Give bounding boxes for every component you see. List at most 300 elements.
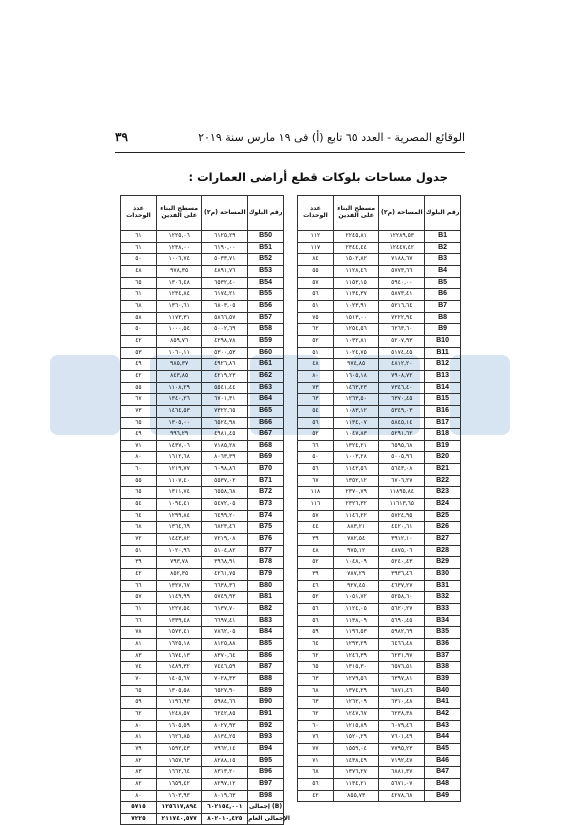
cell-building-area: ١٢٥٤,٥٦ [333,324,379,336]
cell-area: ٥٦٢٠,٢٧ [379,604,425,616]
table-row [298,324,461,336]
cell-building-area: ٧٩٣,٧٨ [156,557,202,569]
table-row [121,231,284,243]
cell-building-area: ١٣٤٠,٢٦ [156,394,202,406]
cell-area: ٥٨٧٣,٤١ [379,289,425,301]
cell-building-area: ١٢٣٤,٨٤ [156,289,202,301]
cell-area: ٥٣٤٩,٠٣ [379,405,425,417]
cell-block: B60 [248,347,284,359]
cell-units: ٥٠ [298,452,334,464]
cell-units: ٧١ [298,755,334,767]
cell-area: ٨١٢٥,٨٨ [202,638,248,650]
cell-block: B62 [248,370,284,382]
cell-block: B92 [248,720,284,732]
cell-area: ٧١٩٢,٤٧ [379,755,425,767]
cell-units: ٨٠ [121,720,157,732]
header-divider [115,152,465,153]
cell-building-area: ٩٧٥,١٢ [333,545,379,557]
cell-area: ٦٥٢٤,٩٨ [202,417,248,429]
cell-area: ٦٥٢٧,٩٠ [202,685,248,697]
cell-area: ٥٠٣٣,٧١ [202,254,248,266]
cell-block: B12 [425,359,461,371]
cell-building-area: ٧٨٢,٥٤ [333,534,379,546]
cell-building-area: ١١٤٦,٢٢ [333,510,379,522]
cell-block: B73 [248,499,284,511]
cell-block: B88 [248,673,284,685]
cell-area: ٦٢٣١,٩٧ [379,650,425,662]
table-row [298,382,461,394]
cell-units: ٥٥ [121,475,157,487]
cell-building-area: ٢٣٧٠,٧٩ [333,487,379,499]
cell-units: ٥١ [298,300,334,312]
cell-area: ٧٩٠٨,٧٢ [379,370,425,382]
cell-block: B14 [425,382,461,394]
table-row [121,277,284,289]
cell-units: ٤٨ [298,545,334,557]
cell-area: ٨٢٩٧,١٢ [202,778,248,790]
cell-area: ٦٢٤٢,٨٥ [202,708,248,720]
cell-area: ٧٣٤٦,٤٠ [379,382,425,394]
cell-area: ٦٠٩٨,٨٦ [202,464,248,476]
cell-building-area: ١٦٠٥,٥٩ [156,720,202,732]
table-body [298,231,461,802]
cell-building-area: ١٤٤٣,٨٢ [156,534,202,546]
col-header-building-area: مسطح البناء على الفدين [333,196,379,231]
grand-total-units: ٧٢٢٥ [121,813,157,825]
cell-block: B64 [248,394,284,406]
cell-building-area: ١٠٢٤,٧٥ [333,347,379,359]
cell-units: ٦٣ [298,394,334,406]
cell-units: ٥٥ [121,382,157,394]
cell-units: ٦٥ [298,662,334,674]
table-row [298,359,461,371]
cell-building-area: ١٥٥٩,٠٤ [333,743,379,755]
table-row [121,592,284,604]
cell-units: ٦٣ [298,697,334,709]
cell-block: B26 [425,522,461,534]
table-row [121,359,284,371]
cell-building-area: ١٢٩٩,٨٤ [156,510,202,522]
cell-units: ٦٨ [298,767,334,779]
cell-block: B63 [248,382,284,394]
table-row [298,370,461,382]
cell-building-area: ١١٥٣,١٥ [333,277,379,289]
cell-units: ٦٨ [121,522,157,534]
cell-building-area: ١٢٦٢,٠٩ [333,697,379,709]
cell-block: B44 [425,732,461,744]
cell-units: ٥٩ [121,697,157,709]
cell-block: B16 [425,405,461,417]
table-row [298,464,461,476]
cell-block: B81 [248,592,284,604]
cell-units: ٧٣ [121,405,157,417]
table-row [298,440,461,452]
cell-block: B68 [248,440,284,452]
cell-units: ٤٦ [298,580,334,592]
table-row [121,289,284,301]
cell-building-area: ١٣٠٥,٠٠ [156,417,202,429]
cell-area: ٦١٩٠,٠٠ [202,242,248,254]
cell-building-area: ١٢٢٥,٠٦ [156,231,202,243]
cell-units: ٤٢ [121,569,157,581]
table-row [298,289,461,301]
cell-units: ٥٦ [298,289,334,301]
cell-area: ٦٥٧٦,٥١ [379,662,425,674]
cell-area: ٥٢٠٧,٩٣ [379,335,425,347]
table-row [298,487,461,499]
table-row [298,300,461,312]
cell-block: B50 [248,231,284,243]
table-row [121,487,284,499]
cell-units: ٥٢ [298,592,334,604]
cell-block: B54 [248,277,284,289]
table-row [121,300,284,312]
cell-units: ٨٠ [298,370,334,382]
cell-units: ٥٦ [298,417,334,429]
cell-building-area: ١٦٠٥,١٨ [333,370,379,382]
cell-block: B79 [248,569,284,581]
cell-block: B8 [425,312,461,324]
cell-area: ٦٣٩٧,٨١ [379,673,425,685]
cell-block: B1 [425,231,461,243]
cell-units: ٨٠ [121,790,157,802]
cell-block: B29 [425,557,461,569]
cell-units: ٦٧ [121,394,157,406]
col-header-area: المساحة (م٢) [379,196,425,231]
cell-building-area: ٨٥٥,٧٣ [333,790,379,802]
cell-block: B70 [248,464,284,476]
cell-units: ٥٦ [298,778,334,790]
cell-area: ٨٢٨٨,١٥ [202,755,248,767]
cell-building-area: ١٦١٢,٦٨ [156,452,202,464]
cell-block: B38 [425,662,461,674]
cell-area: ٨١٣٤,٢٥ [202,732,248,744]
cell-building-area: ٩٨٥,٣٧ [156,359,202,371]
cell-area: ٧١٨٨,٦٧ [379,254,425,266]
table-row [298,405,461,417]
cell-building-area: ١٠٢٠,٩٦ [156,545,202,557]
cell-units: ٦٨ [298,685,334,697]
cell-area: ٥٢٩١,٦٢ [379,429,425,441]
cell-block: B17 [425,417,461,429]
cell-block: B39 [425,673,461,685]
cell-units: ٦٢ [298,650,334,662]
cell-building-area: ١١٣٨,٠٩ [333,615,379,627]
cell-area: ٦٧٠١,٣١ [202,394,248,406]
cell-building-area: ٧٨٧,٢٩ [333,569,379,581]
cell-units: ٥٧ [298,510,334,522]
cell-building-area: ١٣٣٩,٤٨ [156,615,202,627]
cell-area: ٥٦٤٣,٠٨ [379,464,425,476]
cell-units: ٦٦ [121,615,157,627]
cell-units: ٦٢ [121,708,157,720]
cell-building-area: ١٢١٥,٨٩ [333,720,379,732]
cell-area: ٤٤٢٠,٦١ [379,522,425,534]
cell-block: B3 [425,254,461,266]
table-row [298,662,461,674]
cell-area: ٤٢٧٨,٦٨ [379,790,425,802]
cell-block: B46 [425,755,461,767]
cell-area: ٦٨٠٣,٠٥ [202,300,248,312]
cell-units: ٧٧ [298,743,334,755]
cell-block: B47 [425,767,461,779]
cell-area: ٦٦٣٨,٣٦ [202,580,248,592]
cell-building-area: ١٠٣٢,٨١ [333,335,379,347]
table-row [121,464,284,476]
cell-block: B82 [248,604,284,616]
cell-building-area: ١٠٠٣,٢٨ [333,452,379,464]
cell-area: ٧٠٢٨,٣٣ [202,673,248,685]
table-row [298,592,461,604]
table-row [298,534,461,546]
cell-block: B71 [248,475,284,487]
cell-units: ٨٢ [121,778,157,790]
cell-building-area: ١٣٧٤,٢٩ [333,685,379,697]
cell-block: B31 [425,580,461,592]
total-building-area: ١٢٥٦١٧,٨٩٤ [156,802,202,814]
table-row [121,697,284,709]
cell-area: ٥٩٨٤,٦٦ [202,697,248,709]
cell-units: ٥٤ [298,405,334,417]
cell-area: ٦٦٩٧,٤١ [202,615,248,627]
cell-building-area: ١١٧٣,٣١ [156,312,202,324]
cell-units: ٤٢ [121,370,157,382]
cell-units: ٧٩ [121,743,157,755]
cell-building-area: ١٤٨٩,٣٢ [156,662,202,674]
cell-area: ٤٩٨١,٤٥ [202,429,248,441]
cell-area: ٥٨٤٥,١٤ [379,417,425,429]
cell-units: ٧٢ [121,534,157,546]
cell-area: ٦٥٩٥,٦٨ [379,440,425,452]
cell-units: ١١٢ [298,231,334,243]
cell-building-area: ١١٩٦,٥٣ [333,627,379,639]
cell-block: B34 [425,615,461,627]
cell-area: ٥٩٨٢,٦٩ [379,627,425,639]
cell-block: B48 [425,778,461,790]
cell-building-area: ١٦٧٤,١٣ [156,650,202,662]
cell-area: ٨٣٧٠,٦٤ [202,650,248,662]
cell-units: ٤٢ [298,790,334,802]
page-number: ٣٩ [115,130,128,144]
cell-units: ١١٨ [298,487,334,499]
cell-block: B36 [425,638,461,650]
table-row [298,767,461,779]
cell-building-area: ١٠٤٧,٨٣ [333,429,379,441]
table-row [121,394,284,406]
cell-area: ٥٦٧١,٠٧ [379,778,425,790]
cell-block: B84 [248,627,284,639]
cell-area: ٥٤٧٢,٠٥ [202,499,248,511]
table-row [298,708,461,720]
cell-building-area: ١٤٦٤,٥٣ [156,405,202,417]
cell-block: B2 [425,242,461,254]
cell-units: ٣٩ [298,569,334,581]
cell-building-area: ١٣٠٥,٥٨ [156,685,202,697]
cell-area: ٦١٣٧,٧٠ [202,604,248,616]
table-row [121,417,284,429]
cell-building-area: ٩٧٤,٨٥ [333,359,379,371]
table-row [298,673,461,685]
table-row [121,615,284,627]
cell-block: B25 [425,510,461,522]
table-row [298,627,461,639]
cell-block: B86 [248,650,284,662]
cell-block: B32 [425,592,461,604]
cell-units: ٨١ [121,638,157,650]
cell-block: B7 [425,300,461,312]
table-row [298,732,461,744]
table-row [121,265,284,277]
cell-building-area: ١٢٢٧,٥٤ [156,604,202,616]
col-header-units: عدد الوحدات [121,196,157,231]
cell-area: ٥٣٠٠,٥٣ [202,347,248,359]
table-row [121,475,284,487]
col-header-block: رقم البلوك [248,196,284,231]
cell-building-area: ٨٤٣,٨٥ [156,370,202,382]
cell-block: B98 [248,790,284,802]
cell-block: B58 [248,324,284,336]
cell-building-area: ١٠٩٤,٤١ [156,499,202,511]
cell-building-area: ١٢٧٩,٥٦ [333,673,379,685]
cell-building-area: ١٦٢٥,١٨ [156,638,202,650]
cell-area: ٧٦٠١,٤٩ [379,732,425,744]
col-header-area: المساحة (م٢) [202,196,248,231]
cell-block: B41 [425,697,461,709]
cell-block: B85 [248,638,284,650]
cell-area: ٧٤٤٦,٥٩ [202,662,248,674]
cell-block: B42 [425,708,461,720]
cell-area: ٥٠٠٥,٩٦ [379,452,425,464]
cell-building-area: ١٣٠٦,٤٨ [156,277,202,289]
cell-area: ٥٢٤٠,٤٣ [379,557,425,569]
cell-building-area: ٢٣٢٦,٣٢ [333,499,379,511]
cell-area: ٦٢٣٨,٣٨ [379,708,425,720]
table-row [121,685,284,697]
cell-area: ١٢٢٨٩,٥٣ [379,231,425,243]
table-row [298,638,461,650]
cell-area: ٥٥٣٧,٠٢ [202,475,248,487]
table-row [121,650,284,662]
cell-units: ٨٣ [121,767,157,779]
cell-building-area: ١٢٦٣,٥٠ [333,394,379,406]
table-row [298,429,461,441]
cell-area: ٥٦٩٠,٤٥ [379,615,425,627]
cell-area: ٣٩٦٨,٩١ [202,557,248,569]
table-row [121,510,284,522]
cell-building-area: ١٦٠٣,٩٣ [156,790,202,802]
cell-building-area: ٩٢٧,٤٥ [333,580,379,592]
table-row [298,650,461,662]
cell-block: B77 [248,545,284,557]
cell-building-area: ١٣١٥,٣٠ [333,662,379,674]
cell-units: ٦٤ [121,510,157,522]
cell-area: ٤٦٣٧,٢٧ [379,580,425,592]
cell-area: ٦٨٨١,٣٧ [379,767,425,779]
cell-building-area: ١٦٢٦,٨٥ [156,732,202,744]
cell-building-area: ١٣٦٠,٦١ [156,300,202,312]
cell-block: B80 [248,580,284,592]
cell-area: ٦٣٧٠,٤٥ [379,394,425,406]
table-row [298,277,461,289]
cell-units: ٦١ [121,242,157,254]
cell-building-area: ١١٣٤,٣٧ [333,289,379,301]
cell-block: B4 [425,265,461,277]
cell-building-area: ١١٤٣,٥٦ [333,464,379,476]
cell-building-area: ١٥٧٢,٤١ [156,627,202,639]
table-row [121,638,284,650]
cell-block: B91 [248,708,284,720]
cell-units: ٤٨ [121,265,157,277]
table-row [298,545,461,557]
cell-units: ٧٦ [298,732,334,744]
table-row [121,755,284,767]
cell-block: B69 [248,452,284,464]
table-row [298,778,461,790]
cell-building-area: ١٠٨٣,١٢ [333,405,379,417]
cell-area: ٤٨٩١,٧٦ [202,265,248,277]
cell-block: B56 [248,300,284,312]
cell-area: ٨٠٦٣,٣٩ [202,452,248,464]
cell-block: B78 [248,557,284,569]
table-row [298,499,461,511]
table-row [121,347,284,359]
cell-units: ٦٥ [121,685,157,697]
cell-block: B57 [248,312,284,324]
cell-block: B74 [248,510,284,522]
cell-block: B96 [248,767,284,779]
cell-block: B65 [248,405,284,417]
cell-units: ٥٦ [298,604,334,616]
table-row [121,790,284,802]
cell-block: B49 [425,790,461,802]
cell-area: ٤٢٩٨,٧٨ [202,335,248,347]
cell-units: ٥٥ [298,265,334,277]
cell-area: ٦١٧٤,٢١ [202,289,248,301]
table-header-row [298,196,461,231]
cell-block: B87 [248,662,284,674]
cell-units: ٥٧ [298,277,334,289]
cell-block: B20 [425,452,461,464]
cell-area: ٥١٧٤,٤٥ [379,347,425,359]
grand-total-row [121,813,284,825]
cell-area: ٥١٠٤,٨٢ [202,545,248,557]
page-header [115,127,465,147]
cell-area: ٤٢٦١,٧٥ [202,569,248,581]
cell-block: B21 [425,464,461,476]
cell-units: ٦٦ [298,440,334,452]
cell-units: ٥٠ [121,254,157,266]
cell-block: B66 [248,417,284,429]
cell-building-area: ١٠٤٨,٠٩ [333,557,379,569]
table-row [298,720,461,732]
cell-building-area: ٩٧٨,٣٥ [156,265,202,277]
total-units: ٥٧١٥ [121,802,157,814]
table-row [298,685,461,697]
cell-block: B53 [248,265,284,277]
cell-block: B23 [425,487,461,499]
cell-block: B43 [425,720,461,732]
cell-area: ٦٤٦٦,٤٨ [379,638,425,650]
table-row [298,242,461,254]
cell-building-area: ١٦٥٧,٦٣ [156,755,202,767]
cell-units: ٧٠ [121,673,157,685]
cell-building-area: ١٠٢٣,٩١ [333,300,379,312]
table-header-row [121,196,284,231]
cell-units: ٦٢ [298,708,334,720]
table-row [121,499,284,511]
cell-units: ٦٦ [121,580,157,592]
cell-area: ١١٨٩٥,٨٤ [379,487,425,499]
